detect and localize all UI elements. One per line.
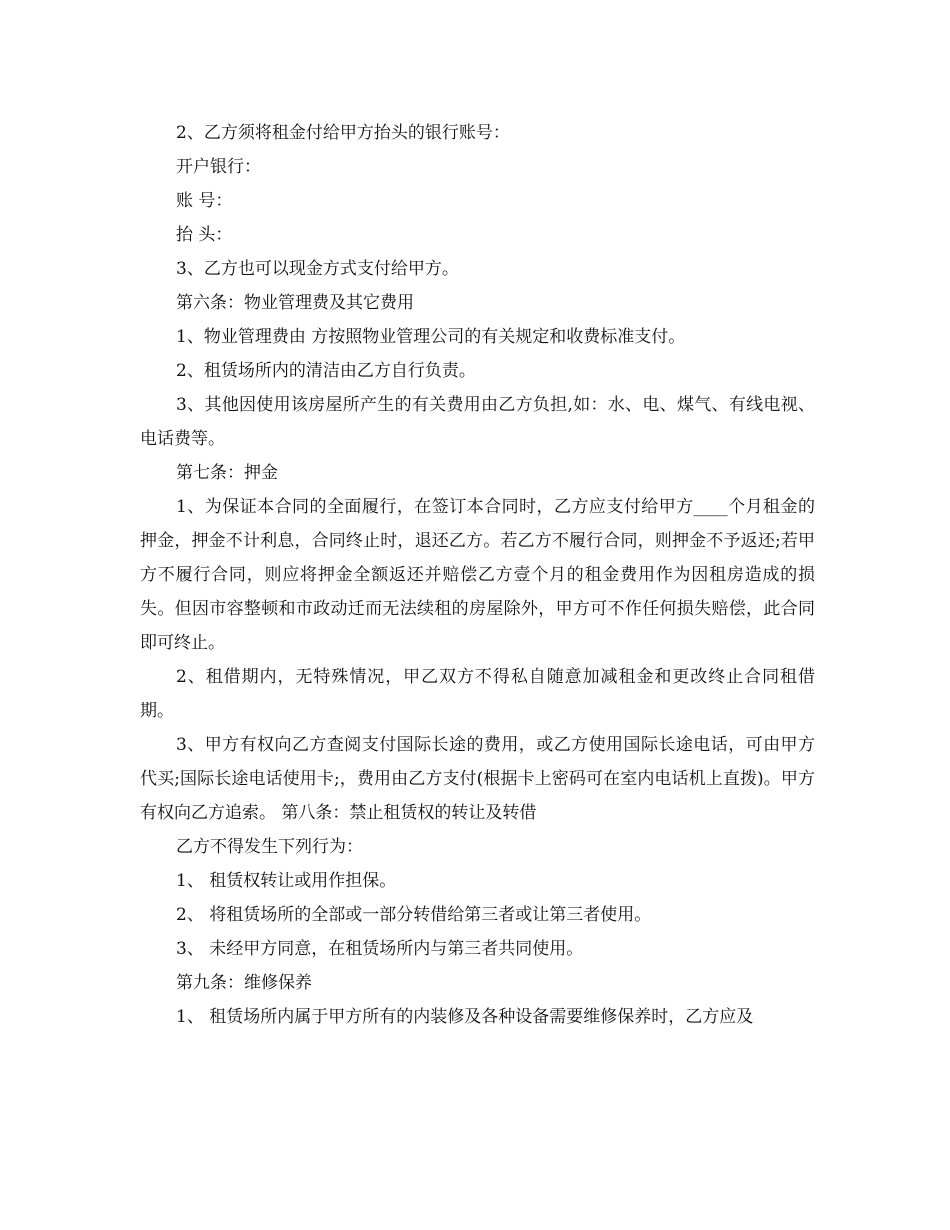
paragraph-maintenance: 1、 租赁场所内属于甲方所有的内装修及各种设备需要维修保养时，乙方应及 — [176, 1007, 754, 1027]
paragraph-international-calls: 3、甲方有权向乙方查阅支付国际长途的费用，或乙方使用国际长途电话，可由甲方代买;国际长途电话使用卡;，费用由乙方支付(根据卡上密码可在室内电话机上直拨)。甲方有权向乙方追索。 第八条：禁止租赁权的转让及转借 — [140, 735, 815, 823]
paragraph-management-fee: 1、物业管理费由 方按照物业管理公司的有关规定和收费标准支付。 — [176, 327, 686, 347]
list-item-transfer: 1、 租赁权转让或用作担保。 — [176, 871, 397, 891]
paragraph-rent-period: 2、租借期内，无特殊情况，甲乙双方不得私自随意加减租金和更改终止合同租借期。 — [140, 667, 815, 721]
paragraph-prohibited-intro: 乙方不得发生下列行为： — [176, 837, 363, 857]
document-body — [140, 116, 815, 1034]
paragraph-account-number: 账 号： — [176, 191, 233, 211]
paragraph-bank-account: 2、乙方须将租金付给甲方抬头的银行账号： — [176, 123, 510, 143]
paragraph-account-title: 抬 头： — [176, 225, 233, 245]
section-heading-article-9: 第九条：维修保养 — [176, 973, 312, 993]
paragraph-opening-bank: 开户银行： — [176, 157, 261, 177]
paragraph-deposit: 1、为保证本合同的全面履行，在签订本合同时，乙方应支付给甲方____个月租金的押金，押金不计利息，合同终止时，退还乙方。若乙方不履行合同，则押金不予返还;若甲方不履行合同，则应将押金全额返还并赔偿乙方壹个月的租金费用作为因租房造成的损失。但因市容整顿和市政动迁而无法续租的房屋除外，甲方可不作任何损失赔偿，此合同即可终止。 — [140, 497, 815, 653]
paragraph-cleaning: 2、租赁场所内的清洁由乙方自行负责。 — [176, 361, 476, 381]
section-heading-article-6: 第六条：物业管理费及其它费用 — [176, 293, 414, 313]
paragraph-other-fees: 3、其他因使用该房屋所产生的有关费用由乙方负担,如：水、电、煤气、有线电视、电话费等。 — [140, 395, 815, 449]
section-heading-article-7: 第七条：押金 — [176, 463, 278, 483]
list-item-sublet: 2、 将租赁场所的全部或一部分转借给第三者或让第三者使用。 — [176, 905, 652, 925]
paragraph-cash-payment: 3、乙方也可以现金方式支付给甲方。 — [176, 259, 459, 279]
list-item-shared-use: 3、 未经甲方同意，在租赁场所内与第三者共同使用。 — [176, 939, 584, 959]
